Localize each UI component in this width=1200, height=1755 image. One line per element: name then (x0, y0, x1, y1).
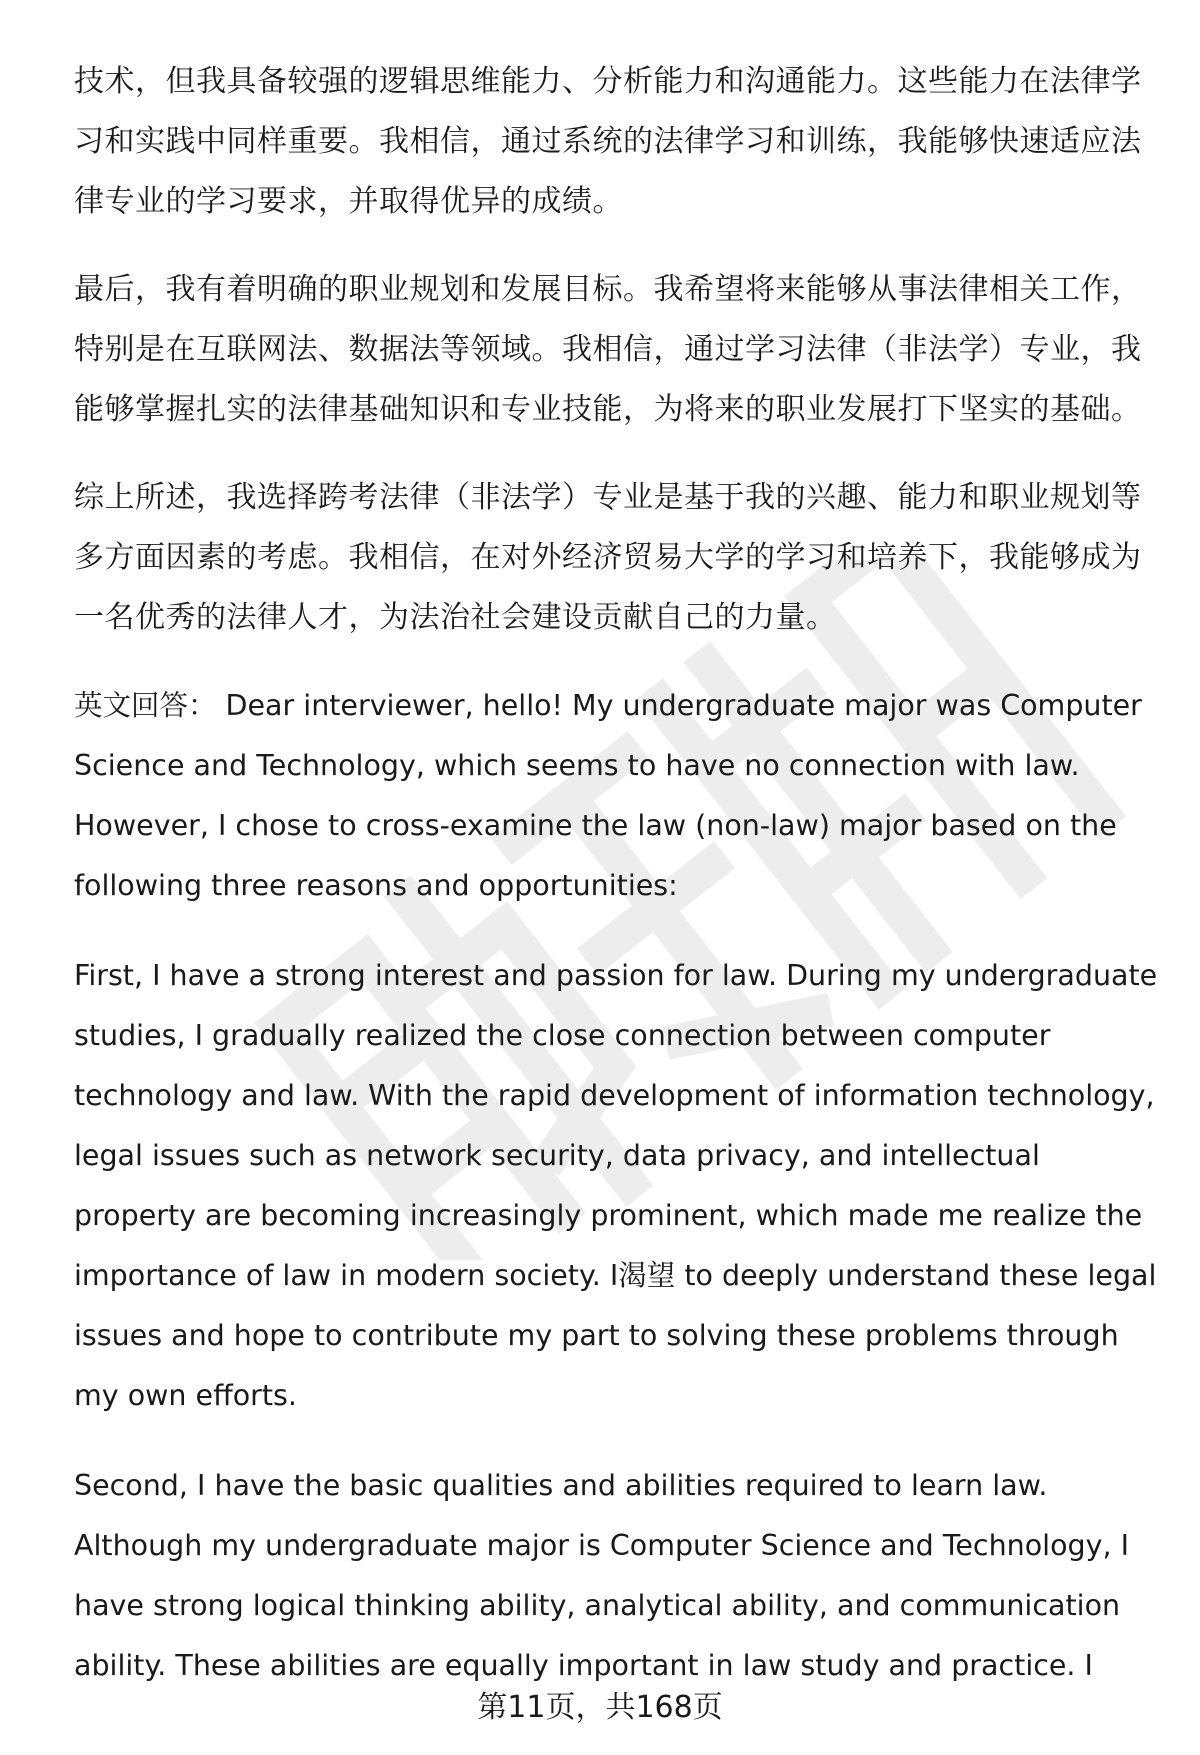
document-body (74, 52, 1164, 1726)
paragraph-en-first: First, I have a strong interest and passion for law. During my undergraduate studies, I gradually realized the close connection between computer technology and law. With the rapid development of information technology, legal issues such as network security, data privacy, and intellectual property are becoming increasingly prominent, which made me realize the importance of law in modern society. I渴望 to deeply understand these legal issues and hope to contribute my part to solving these problems through my own efforts. (74, 959, 1158, 1412)
paragraph-cn-summary: 综上所述，我选择跨考法律（非法学）专业是基于我的兴趣、能力和职业规划等多方面因素的考虑。我相信，在对外经济贸易大学的学习和培养下，我能够成为一名优秀的法律人才，为法治社会建设贡献自己的力量。 (74, 480, 1142, 635)
paragraph-en-intro: 英文回答： Dear interviewer, hello! My undergraduate major was Computer Science and Technology, which seems to have no connection with law. However, I chose to cross-examine the law (non-law) major based on the following three reasons and opportunities: (74, 689, 1142, 902)
paragraph-en-second: Second, I have the basic qualities and abilities required to learn law. Although my undergraduate major is Computer Science and Technology, I have strong logical thinking ability, analytical ability, and communication ability. These abilities are equally important in law study and practice. I (74, 1469, 1129, 1682)
paragraph-cn-ability: 技术，但我具备较强的逻辑思维能力、分析能力和沟通能力。这些能力在法律学习和实践中同样重要。我相信，通过系统的法律学习和训练，我能够快速适应法律专业的学习要求，并取得优异的成绩。 (74, 64, 1142, 219)
page-number: 第11页，共168页 (477, 1690, 723, 1725)
paragraph-cn-career: 最后，我有着明确的职业规划和发展目标。我希望将来能够从事法律相关工作，特别是在互联网法、数据法等领域。我相信，通过学习法律（非法学）专业，我能够掌握扎实的法律基础知识和专业技能，为将来的职业发展打下坚实的基础。 (74, 272, 1142, 427)
